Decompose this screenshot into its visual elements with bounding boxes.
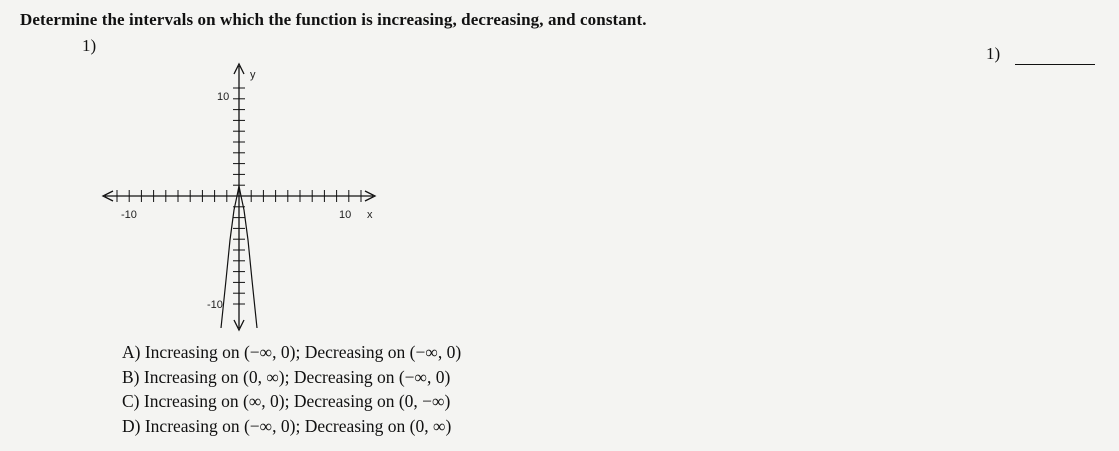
y-tick-label-min: -10 — [207, 299, 223, 311]
answer-number: 1) — [986, 44, 1001, 63]
answer-blank[interactable] — [1015, 64, 1095, 65]
x-tick-label-min: -10 — [121, 209, 137, 221]
x-axis-label: x — [367, 209, 373, 221]
choice-b[interactable]: B) Increasing on (0, ∞); Decreasing on (−∞, 0) — [122, 366, 451, 387]
x-tick-label-max: 10 — [339, 209, 352, 221]
question-number: 1) — [82, 36, 97, 55]
y-tick-label-max: 10 — [217, 91, 230, 103]
choice-c[interactable]: C) Increasing on (∞, 0); Decreasing on (0, −∞) — [122, 391, 451, 411]
function-graph — [95, 60, 395, 335]
y-axis — [234, 64, 244, 330]
choice-d[interactable]: D) Increasing on (−∞, 0); Decreasing on (0, ∞) — [122, 415, 452, 436]
instructions: Determine the intervals on which the function is increasing, decreasing, and constant. — [20, 10, 647, 29]
answer-choices — [122, 340, 461, 438]
y-axis-label: y — [250, 69, 256, 81]
choice-a[interactable]: A) Increasing on (−∞, 0); Decreasing on (−∞, 0) — [122, 342, 462, 362]
